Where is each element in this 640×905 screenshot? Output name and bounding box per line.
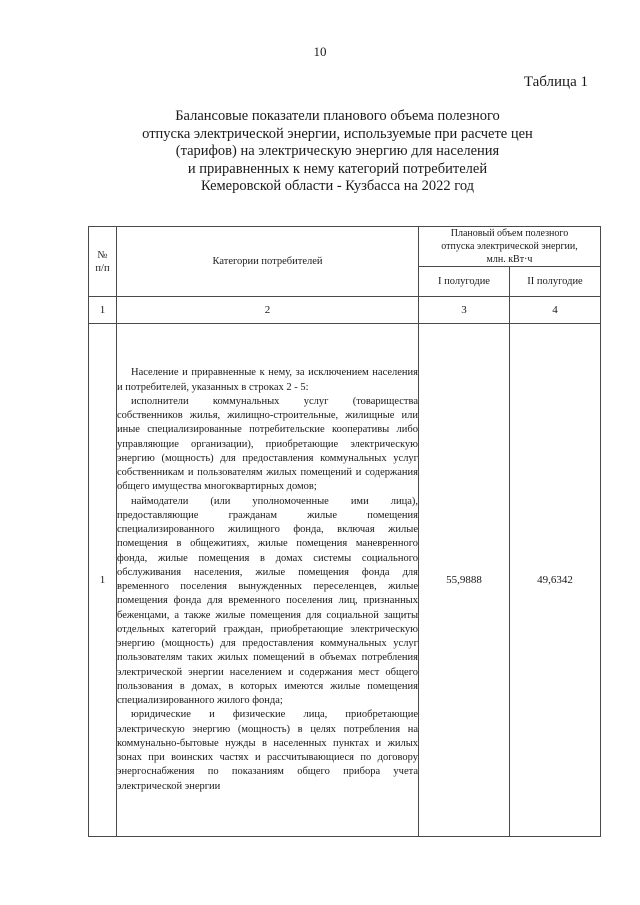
title-line: и приравненных к нему категорий потребителей: [187, 160, 488, 177]
table-label: Таблица 1: [523, 74, 588, 90]
column-index: 3: [419, 297, 510, 324]
category-description: [117, 324, 419, 837]
header-category: Категории потребителей: [117, 227, 419, 297]
table-row: [89, 324, 601, 837]
description-paragraph: наймодатели (или уполномоченные ими лица), предоставляющие гражданам жилые помещения специализированного жилищного фонда, включая жилые помещения в общежитиях, жилые помещения маневренного фонда, жилые помещения в домах системы социального обслуживания населения, жилые помещения фонда для временного поселения вынужденных переселенцев, жилые помещения фонда для временного поселения лиц, признанных беженцами, а также жилые помещения для социальной защиты отдельных категорий граждан, приобретающие электрическую энергию (мощность) для предоставления коммунальных услуг пользователям таких жилых помещений в объемах потребления электрической энергии населением и содержания мест общего пользования в домах, в которых имеются жилые помещения специализированного жилого фонда;: [117, 495, 418, 706]
title-line: отпуска электрической энергии, используемые при расчете цен: [142, 125, 533, 142]
header-volume-line: Плановый объем полезного: [450, 228, 569, 239]
description-paragraph: исполнители коммунальных услуг (товарищества собственников жилья, жилищно-строительные, жилищные или иные специализированные потребительские кооперативы либо управляющие организации), приобретающие электрическую энергию (мощность) для предоставления коммунальных услуг собственникам и пользователям жилых помещений и содержания общего имущества многоквартирных домов;: [117, 395, 418, 493]
column-index-row: [89, 297, 601, 324]
column-index: 4: [510, 297, 601, 324]
document-title: [95, 108, 580, 196]
page-number: 10: [313, 44, 327, 59]
header-half2: II полугодие: [510, 267, 601, 297]
title-line: (тарифов) на электрическую энергию для населения: [175, 143, 500, 159]
header-half1: I полугодие: [419, 267, 510, 297]
description-paragraph: Население и приравненные к нему, за исключением населения и потребителей, указанных в строках 2 - 5:: [117, 367, 418, 393]
table-header-row: [89, 227, 601, 267]
title-line: Кемеровской области - Кузбасса на 2022 год: [200, 178, 475, 194]
title-line: Балансовые показатели планового объема полезного: [175, 108, 500, 124]
column-index: 1: [89, 297, 117, 324]
value-half1: 55,9888: [419, 324, 510, 837]
header-num-symbol: №: [97, 249, 108, 261]
header-num-cell: [89, 227, 117, 297]
header-num-abbr: п/п: [95, 262, 110, 274]
header-volume-cell: [419, 227, 601, 267]
description-paragraph: юридические и физические лица, приобретающие электрическую энергию (мощность) в целях потребления на коммунально-бытовые нужды в населенных пунктах и жилых зонах при воинских частях и рассчитывающиеся по договору энергоснабжения по показаниям общего прибора учета электрической энергии: [117, 709, 418, 792]
column-index: 2: [117, 297, 419, 324]
value-half2: 49,6342: [510, 324, 601, 837]
balance-table: [88, 226, 601, 837]
header-volume-line: отпуска электрической энергии,: [441, 241, 578, 252]
header-volume-unit: млн. кВт·ч: [486, 254, 533, 265]
row-number: 1: [89, 324, 117, 837]
